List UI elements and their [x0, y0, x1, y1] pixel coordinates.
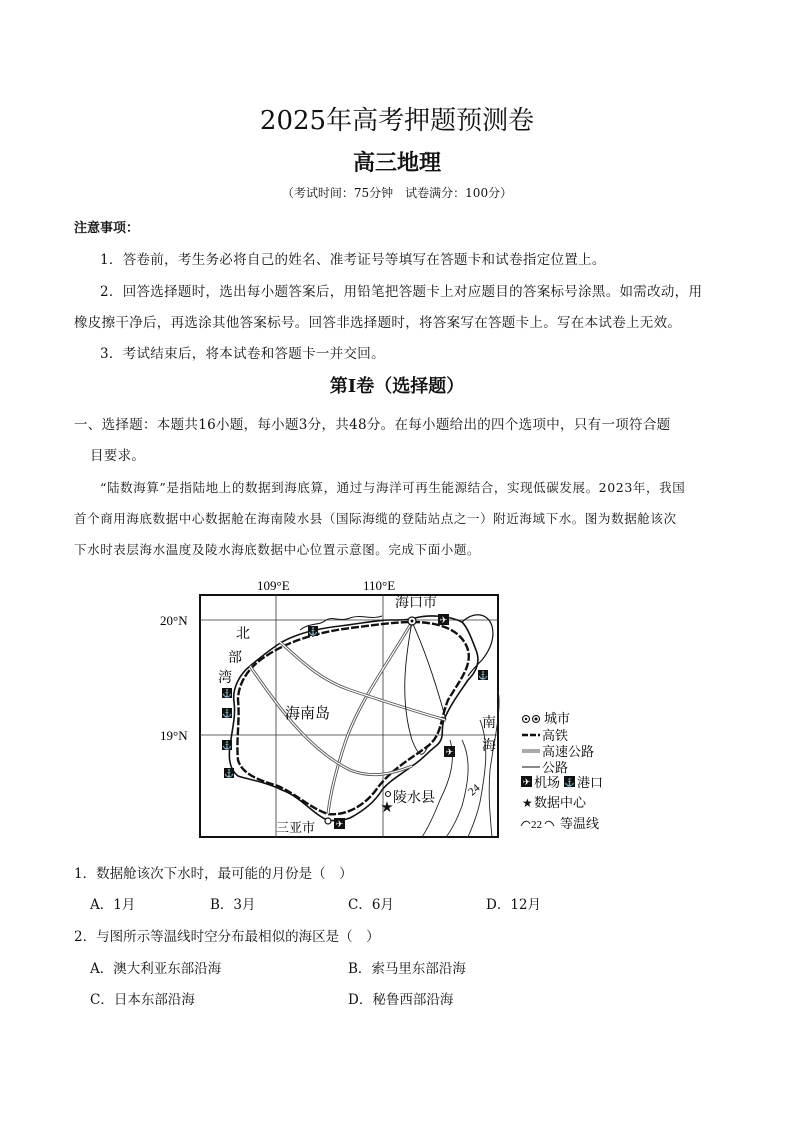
svg-text:⚓: ⚓ [224, 769, 234, 778]
port-icon-southwest [224, 768, 234, 778]
expressway-central [328, 622, 412, 814]
airport-icon-haikou [438, 614, 449, 626]
legend-city-icon-1-dot [525, 718, 527, 720]
legend-port: 港口 [577, 775, 604, 790]
legend-isotherm-sample: 22 [531, 819, 542, 831]
port-icon-west-3 [222, 740, 232, 750]
notice-item-2: 2．回答选择题时，选出每小题答案后，用铅笔把答题卡上对应题目的答案标号涂黑。如需改动，用 [100, 284, 703, 300]
port-icon-west-2 [222, 708, 232, 718]
notice-item-1: 1．答卷前，考生务必将自己的姓名、准考证号等填写在答题卡和试卷指定位置上。 [100, 252, 606, 268]
svg-text:⚓: ⚓ [308, 627, 318, 636]
lat-label-19: 19°N [160, 728, 188, 743]
svg-text:⚓: ⚓ [222, 741, 232, 750]
legend-expressway: 高速公路 [542, 744, 595, 759]
label-haikou: 海口市 [395, 596, 437, 611]
map-legend [521, 711, 603, 831]
label-beibuwan-2: 部 [228, 651, 242, 666]
lingshui-city-marker [386, 792, 391, 797]
isotherm-value-label: 24 [466, 782, 483, 799]
section-instructions-cont: 目要求。 [90, 448, 146, 464]
road-east [405, 622, 428, 754]
passage-line-3: 下水时表层海水温度及陵水海底数据中心位置示意图。完成下面小题。 [74, 542, 481, 557]
question-2-option-b: B．索马里东部沿海 [348, 961, 466, 977]
datacenter-star-icon: ★ [380, 798, 394, 816]
notice-heading: 注意事项： [74, 221, 140, 236]
legend-city: 城市 [544, 711, 571, 726]
section-title: 第Ⅰ卷（选择题） [329, 376, 465, 397]
question-2-stem: 2．与图所示等温线时空分布最相似的海区是（ ） [74, 929, 380, 945]
notice-item-3: 3．考试结束后，将本试卷和答题卡一并交回。 [100, 346, 385, 362]
lon-label-110: 110°E [363, 578, 396, 593]
label-beibuwan-1: 北 [236, 627, 250, 642]
legend-isotherm-icon-left [521, 821, 530, 826]
legend-city-icon-2-dot [535, 718, 538, 721]
question-1-option-d: D．12月 [486, 897, 542, 913]
exam-title: 2025年高考押题预测卷 [259, 106, 535, 136]
road-northeast [412, 622, 446, 720]
question-1-option-b: B．3月 [210, 897, 256, 913]
label-nanhai-2: 海 [482, 739, 496, 754]
exam-info: （考试时间：75分钟 试卷满分：100分） [281, 186, 513, 200]
expressway-central-inner [328, 622, 412, 814]
label-lingshui: 陵水县 [393, 791, 435, 806]
lon-label-109: 109°E [257, 578, 290, 593]
haikou-city-dot [411, 620, 414, 623]
legend-isotherm: 等温线 [560, 816, 600, 831]
port-icon-west-1 [222, 688, 232, 698]
svg-text:⚓: ⚓ [222, 709, 232, 718]
label-beibuwan-3: 湾 [218, 671, 232, 686]
airport-icon-east [444, 746, 455, 758]
svg-text:⚓: ⚓ [222, 689, 232, 698]
question-2-option-a: A．澳大利亚东部沿海 [90, 961, 222, 977]
notice-item-2-cont: 橡皮擦干净后，再选涂其他答案标号。回答非选择题时，将答案写在答题卡上。写在本试卷上无效。 [74, 315, 682, 331]
airport-icon-sanya [334, 818, 345, 830]
question-2-option-c: C．日本东部沿海 [90, 992, 195, 1008]
legend-rail: 高铁 [542, 728, 569, 743]
passage-line-1: “陆数海算”是指陆地上的数据到海底算，通过与海洋可再生能源结合，实现低碳发展。2023年，我国 [100, 480, 686, 495]
svg-text:✈: ✈ [335, 820, 344, 830]
label-sanya: 三亚市 [276, 820, 316, 835]
subject-title: 高三地理 [352, 150, 441, 176]
legend-datacenter: 数据中心 [534, 795, 587, 810]
legend-isotherm-icon-right [545, 821, 554, 826]
isotherm-3 [468, 720, 486, 837]
label-hainan-island: 海南岛 [285, 706, 331, 722]
legend-airport-glyph: ✈ [522, 778, 531, 788]
legend-port-glyph: ⚓ [564, 778, 575, 787]
passage-line-2: 首个商用海底数据中心数据舱在海南陵水县（国际海缆的登陆站点之一）附近海域下水。图为数据舱该次 [74, 511, 677, 526]
question-2-option-d: D．秘鲁西部沿海 [348, 992, 454, 1008]
legend-star-icon: ★ [522, 796, 533, 810]
svg-text:✈: ✈ [445, 748, 454, 758]
legend-road: 公路 [542, 760, 569, 775]
lat-label-20: 20°N [160, 613, 188, 628]
question-1-stem: 1．数据舱该次下水时，最可能的月份是（ ） [74, 866, 353, 882]
port-icon-east [478, 670, 488, 680]
svg-text:⚓: ⚓ [478, 671, 488, 680]
label-nanhai-1: 南 [482, 716, 496, 731]
section-instructions: 一、选择题：本题共16小题，每小题3分，共48分。在每小题给出的四个选项中，只有一项符合题 [74, 417, 671, 433]
svg-text:✈: ✈ [439, 616, 448, 626]
question-1-option-a: A．1月 [90, 897, 136, 913]
port-icon-north [308, 626, 318, 636]
question-1-option-c: C．6月 [348, 897, 394, 913]
hainan-map-figure [150, 570, 650, 840]
legend-airport: 机场 [534, 775, 561, 790]
sanya-city-marker [325, 818, 331, 824]
